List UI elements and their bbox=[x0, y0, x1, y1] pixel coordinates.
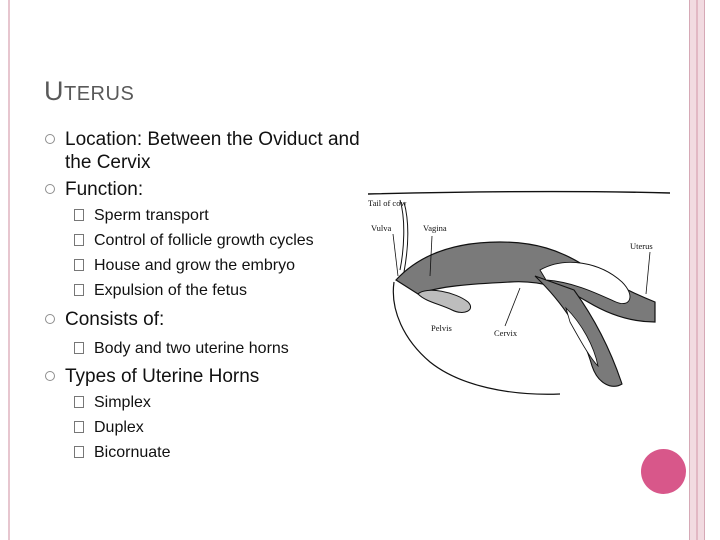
anatomy-drawing bbox=[360, 190, 672, 398]
bullet-list bbox=[44, 128, 374, 465]
figure-label-pelvis: Pelvis bbox=[431, 323, 452, 333]
vulva-pointer bbox=[393, 234, 398, 276]
belly-outline bbox=[393, 282, 560, 394]
figure-label-cervix: Cervix bbox=[494, 328, 518, 338]
sub-bullet-text: Control of follicle growth cycles bbox=[94, 232, 314, 249]
bullet-text: Function: bbox=[65, 179, 144, 200]
sub-bullet-text: House and grow the embryo bbox=[94, 257, 295, 274]
sub-bullet-text: Body and two uterine horns bbox=[94, 340, 289, 357]
uterus-pointer bbox=[646, 252, 650, 294]
sub-bullet bbox=[44, 278, 374, 303]
figure-label-tail: Tail of cow bbox=[368, 198, 407, 208]
sub-bullet-text: Simplex bbox=[94, 394, 151, 411]
bullet-function bbox=[44, 178, 374, 201]
bullet-text: Consists of: bbox=[65, 309, 165, 330]
hollow-circle-icon bbox=[45, 134, 55, 144]
sub-bullet bbox=[44, 440, 374, 465]
pelvis-bone bbox=[418, 290, 471, 312]
bullet-text: Types of Uterine Horns bbox=[65, 366, 260, 387]
hollow-circle-icon bbox=[45, 184, 55, 194]
checkbox-square-icon bbox=[74, 234, 84, 246]
tail-outline bbox=[400, 200, 408, 272]
hollow-circle-icon bbox=[45, 371, 55, 381]
sub-bullet bbox=[44, 228, 374, 253]
hollow-circle-icon bbox=[45, 314, 55, 324]
sub-bullet-text: Duplex bbox=[94, 419, 144, 436]
slide-title bbox=[44, 76, 134, 107]
sub-bullet bbox=[44, 390, 374, 415]
slide-title-rest: TERUS bbox=[64, 83, 135, 105]
uterus-anatomy-figure bbox=[360, 190, 672, 398]
sub-bullet bbox=[44, 253, 374, 278]
bullet-location bbox=[44, 128, 374, 174]
sub-bullet bbox=[44, 336, 374, 361]
left-frame-line bbox=[8, 0, 10, 540]
accent-circle bbox=[641, 449, 686, 494]
checkbox-square-icon bbox=[74, 421, 84, 433]
figure-label-uterus: Uterus bbox=[630, 241, 653, 251]
sub-bullet bbox=[44, 415, 374, 440]
checkbox-square-icon bbox=[74, 209, 84, 221]
bullet-types bbox=[44, 365, 374, 388]
bullet-text: Location: Between the Oviduct and the Cervix bbox=[65, 129, 360, 173]
sub-bullet-text: Sperm transport bbox=[94, 207, 209, 224]
sub-bullet-text: Expulsion of the fetus bbox=[94, 282, 247, 299]
checkbox-square-icon bbox=[74, 342, 84, 354]
checkbox-square-icon bbox=[74, 396, 84, 408]
right-decorative-stripe bbox=[696, 0, 698, 540]
sub-bullet-text: Bicornuate bbox=[94, 444, 171, 461]
checkbox-square-icon bbox=[74, 259, 84, 271]
figure-label-vulva: Vulva bbox=[371, 223, 392, 233]
checkbox-square-icon bbox=[74, 446, 84, 458]
back-line bbox=[368, 191, 670, 194]
sub-bullet bbox=[44, 203, 374, 228]
bullet-consists bbox=[44, 308, 374, 331]
checkbox-square-icon bbox=[74, 284, 84, 296]
slide-title-initial: U bbox=[44, 76, 64, 106]
cervix-pointer bbox=[505, 288, 520, 326]
figure-label-vagina: Vagina bbox=[423, 223, 447, 233]
